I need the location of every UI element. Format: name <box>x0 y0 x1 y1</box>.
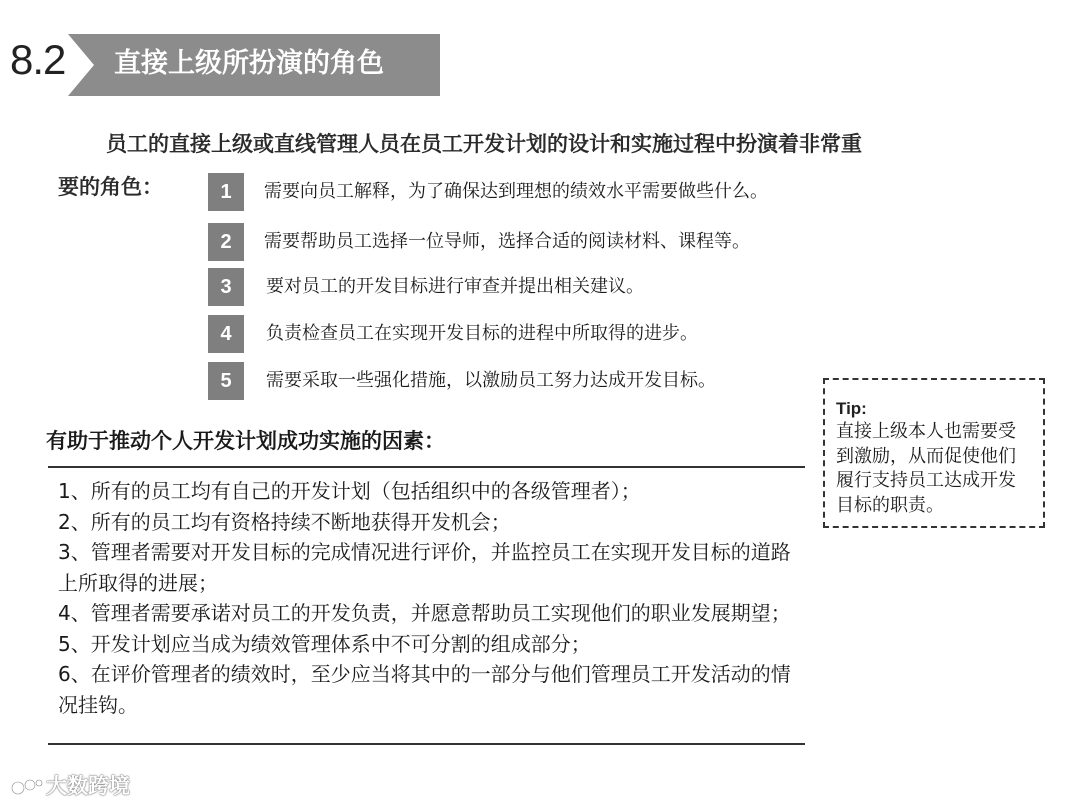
tip-text: 直接上级本人也需要受到激励，从而促使他们履行支持员工达成开发目标的职责。 <box>836 421 1016 516</box>
tip-box <box>823 378 1045 528</box>
factor-item: 4、管理者需要承诺对员工的开发负责，并愿意帮助员工实现他们的职业发展期望； <box>58 601 791 625</box>
logo-icon <box>10 776 44 798</box>
role-number-badge: 5 <box>208 362 244 400</box>
role-item <box>208 268 888 306</box>
intro-line-1: 员工的直接上级或直线管理人员在员工开发计划的设计和实施过程中扮演着非常重 <box>106 132 862 156</box>
factor-item: 6、在评价管理者的绩效时，至少应当将其中的一部分与他们管理员工开发活动的情况挂钩。 <box>58 662 791 717</box>
section-number: 8.2 <box>10 36 66 83</box>
role-text: 需要向员工解释，为了确保达到理想的绩效水平需要做些什么。 <box>264 181 768 202</box>
tip-label: Tip: <box>836 399 867 418</box>
title-arrow-decoration <box>68 34 94 96</box>
divider-top <box>48 466 805 468</box>
role-item <box>208 223 888 261</box>
watermark <box>10 772 130 800</box>
factor-item: 1、所有的员工均有自己的开发计划（包括组织中的各级管理者）； <box>58 479 641 503</box>
intro-line-2: 要的角色： <box>58 175 163 199</box>
role-item <box>208 362 888 400</box>
watermark-text: 大数跨境 <box>46 774 130 798</box>
role-item <box>208 315 888 353</box>
role-text: 负责检查员工在实现开发目标的进程中所取得的进步。 <box>266 323 698 344</box>
role-number-badge: 1 <box>208 173 244 211</box>
title-text: 直接上级所扮演的角色 <box>114 48 384 79</box>
factor-item: 5、开发计划应当成为绩效管理体系中不可分割的组成部分； <box>58 631 591 656</box>
role-number-badge: 4 <box>208 315 244 353</box>
role-text: 需要采取一些强化措施，以激励员工努力达成开发目标。 <box>266 370 716 391</box>
divider-bottom <box>48 743 805 745</box>
role-text: 要对员工的开发目标进行审查并提出相关建议。 <box>266 276 644 297</box>
factor-item: 3、管理者需要对开发目标的完成情况进行评价，并监控员工在实现开发目标的道路上所取得的进展； <box>58 540 791 595</box>
role-number-badge: 2 <box>208 223 244 261</box>
role-number-badge: 3 <box>208 268 244 306</box>
factors-list <box>58 476 802 720</box>
factors-heading: 有助于推动个人开发计划成功实施的因素： <box>46 429 445 453</box>
role-item <box>208 173 888 211</box>
factor-item: 2、所有的员工均有资格持续不断地获得开发机会； <box>58 509 511 534</box>
role-text: 需要帮助员工选择一位导师，选择合适的阅读材料、课程等。 <box>264 231 750 252</box>
